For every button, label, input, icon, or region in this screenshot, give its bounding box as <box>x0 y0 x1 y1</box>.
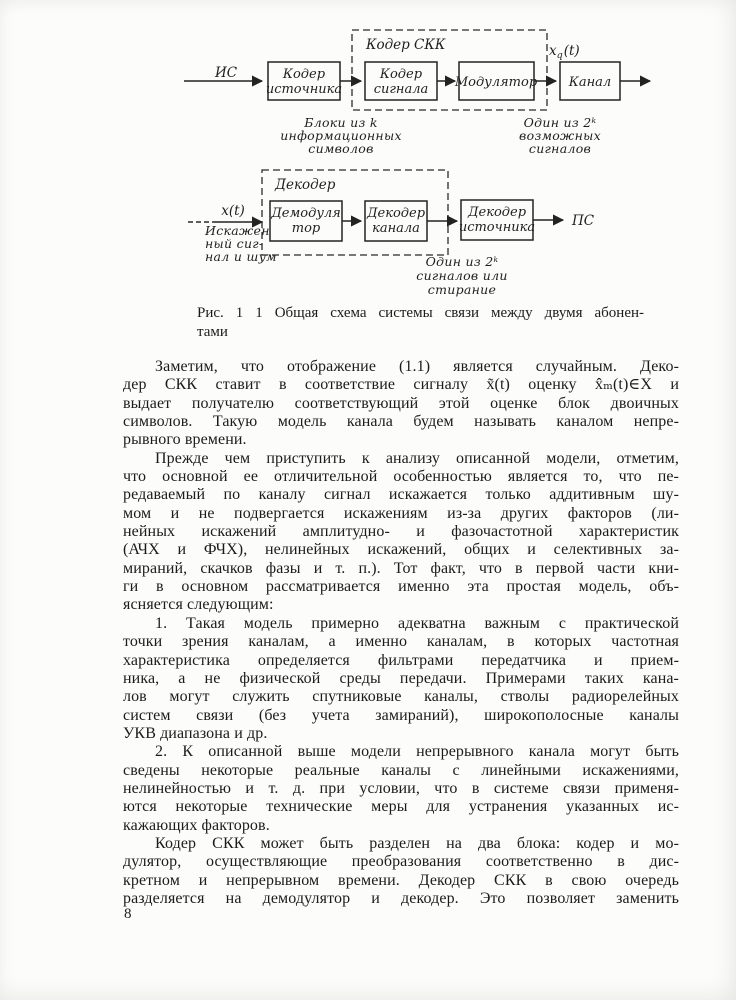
output-signal-label <box>549 43 580 61</box>
text-line: ника, а не физической среды передачи. Примерами таких кана- <box>123 669 679 687</box>
input-note-line-1: Искажен <box>205 223 270 238</box>
note-blocks-line-3: символов <box>308 141 374 156</box>
text-line: Кодер СКК может быть разделен на два блока: кодер и мо- <box>155 834 679 852</box>
text-line: систем связи (без учета замираний), широкополосные каналы <box>123 706 679 724</box>
text-line: точки зрения каналам, а именно каналам, в которых частотная <box>123 633 679 651</box>
text-line: символов. Такую модель канала будем называть каналом непре- <box>123 413 679 431</box>
figure-1-1-diagram <box>0 0 736 300</box>
box-demodulator-label-1: Демодуля <box>271 206 341 221</box>
note-blocks-line-1: Блоки из k <box>304 115 378 130</box>
note-erasure-line-2: сигналов или <box>416 268 508 283</box>
text-line: нейных искажений амплитудно- и фазочастотной характеристик <box>123 523 679 541</box>
receiver-diagram <box>188 170 595 297</box>
box-channel-label: Канал <box>568 75 612 90</box>
note-erasure-line-1: Один из 2ᵏ <box>425 254 499 269</box>
box-source-encoder-label-1: Кодер <box>282 67 326 82</box>
box-demodulator-label-2: тор <box>291 221 321 236</box>
box-channel-decoder-label-1: Декодер <box>366 206 426 221</box>
box-signal-encoder-label-1: Кодер <box>379 67 423 82</box>
text-line: рывного времени. <box>123 431 247 449</box>
text-line: мираний, скачков фазы и т. п.). Тот факт, что в первой части кни- <box>123 559 679 577</box>
input-label: ИС <box>214 65 238 81</box>
figure-caption-line: тами <box>197 324 228 340</box>
input-note-line-2: ный сиг- <box>205 236 264 251</box>
text-line: УКВ диапазона и др. <box>123 724 268 742</box>
figure-caption <box>197 304 644 342</box>
text-line: ются некоторые технические меры для устранения указанных ис- <box>123 798 679 816</box>
note-erasure-line-3: стирание <box>427 282 497 297</box>
box-source-encoder-label-2: источника <box>265 82 343 97</box>
text-line: дулятор, осуществляющие преобразования соответственно в дис- <box>123 853 679 871</box>
text-line: разделяется на демодулятор и декодер. Это позволяет заменить <box>123 889 679 907</box>
input-note-line-3: нал и шум <box>205 249 277 264</box>
note-signals-line-2: возможных <box>519 128 601 143</box>
text-line: Прежде чем приступить к анализу описанной модели, отметим, <box>155 449 679 467</box>
text-line: дер СКК ставит в соответствие сигналу x̃(t) оценку x̂ₘ(t)∈X и <box>123 376 679 394</box>
text-line: характеристика определяется фильтрами передатчика и прием- <box>123 651 679 669</box>
box-source-decoder-label-1: Декодер <box>467 205 527 220</box>
note-blocks-line-2: информационных <box>280 128 402 143</box>
note-signals-line-3: сигналов <box>528 141 592 156</box>
text-line: мом и не подвергается искажениям из-за других факторов (ли- <box>123 504 679 522</box>
signal-base: x <box>549 43 557 59</box>
decoder-group-label: Декодер <box>275 177 336 193</box>
text-line: (АЧХ и ФЧХ), нелинейных искажений, общих и селективных за- <box>123 541 679 559</box>
text-line: кажающих факторов. <box>123 816 270 834</box>
text-line: сведены некоторые реальные каналы с линейными искажениями, <box>123 761 679 779</box>
text-line: ясняется следующим: <box>123 596 274 614</box>
received-signal-label: x(t) <box>221 203 245 219</box>
note-signals-line-1: Один из 2ᵏ <box>523 115 597 130</box>
body-text <box>123 358 679 908</box>
text-line: выдает получателю соответствующий этой оценке блок двоичных <box>123 394 679 412</box>
transmitter-diagram <box>184 30 650 156</box>
text-line: ги в основном рассматривается именно эта простая модель, объ- <box>123 578 679 596</box>
skk-encoder-group-label: Кодер СКК <box>366 37 446 53</box>
box-modulator-label: Модулятор <box>454 75 538 90</box>
output-label: ПС <box>572 213 595 229</box>
text-line: что основной ее отличительной особенностью является то, что пе- <box>123 468 679 486</box>
page-number: 8 <box>124 906 132 922</box>
text-line: нелинейностью и т. д. при условии, что в системе связи применя- <box>123 779 679 797</box>
signal-subscript: q <box>556 50 563 61</box>
text-line: лов могут служить спутниковые каналы, стволы радиорелейных <box>123 688 679 706</box>
box-source-decoder-label-2: источника <box>458 220 536 235</box>
text-line: кретном и непрерывном времени. Декодер СКК в свою очередь <box>123 871 679 889</box>
signal-rest: (t) <box>563 43 580 59</box>
figure-caption-line: Рис. 1 1 Общая схема системы связи между двумя абонен- <box>197 305 644 321</box>
box-channel-decoder-label-2: канала <box>372 221 420 236</box>
text-line: 1. Такая модель примерно адекватна важным с практической <box>155 614 679 632</box>
text-line: редаваемый по каналу сигнал искажается только аддитивным шу- <box>123 486 679 504</box>
text-line: 2. К описанной выше модели непрерывного канала могут быть <box>155 743 679 761</box>
text-line: Заметим, что отображение (1.1) является случайным. Деко- <box>155 358 679 375</box>
box-signal-encoder-label-2: сигнала <box>373 82 429 97</box>
